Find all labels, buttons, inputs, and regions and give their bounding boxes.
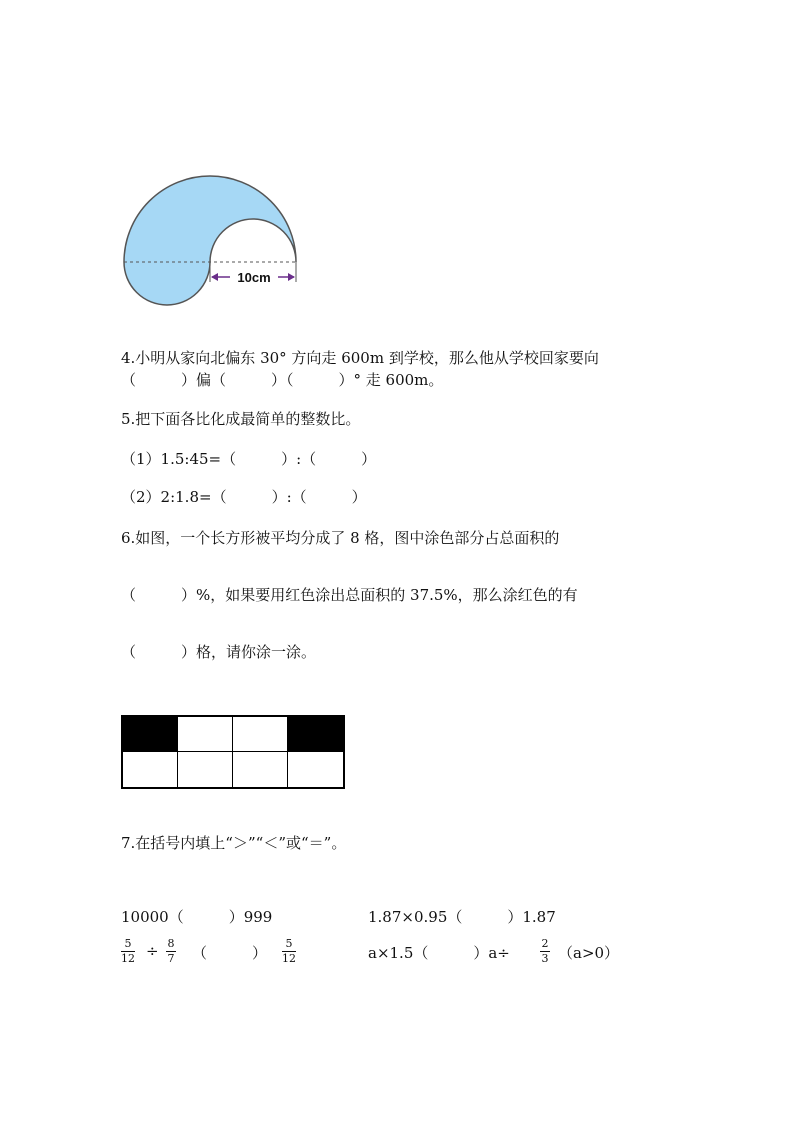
denominator: 3: [541, 952, 549, 965]
q7-row2-right-suffix: （a>0）: [558, 944, 620, 962]
q5-title: 5.把下面各比化成最简单的整数比。: [121, 410, 361, 428]
q7-row1-right: 1.87×0.95（ ）1.87: [368, 908, 556, 926]
q6-line2: （ ）%，如果要用红色涂出总面积的 37.5%，那么涂红色的有: [121, 586, 578, 604]
q7-row1-left: 10000（ ）999: [121, 908, 273, 926]
numerator: 2: [541, 937, 549, 950]
q7-title: 7.在括号内填上“＞”“＜”或“＝”。: [121, 834, 347, 852]
shaded-region: [124, 176, 296, 305]
division-sign: ÷: [146, 942, 159, 960]
denominator: 12: [282, 952, 296, 965]
q4-line2: （ ）偏（ ）（ ）° 走 600m。: [121, 371, 444, 389]
denominator: 7: [167, 952, 175, 965]
q5-item2: （2）2:1.8=（ ）:（ ）: [121, 488, 367, 506]
grid-cell[interactable]: [233, 752, 288, 787]
answer-blank: （ ）: [192, 944, 268, 962]
numerator: 5: [285, 937, 293, 950]
numerator: 8: [167, 937, 175, 950]
numerator: 5: [124, 937, 132, 950]
fraction-2-3: [540, 938, 550, 965]
q6-line3: （ ）格，请你涂一涂。: [121, 643, 317, 661]
dimension-label: 10cm: [237, 270, 271, 285]
grid-cell[interactable]: [123, 752, 178, 787]
rectangle-grid: [121, 715, 345, 789]
q7-row2-right-prefix: a×1.5（ ）a÷: [368, 944, 510, 962]
arrowhead-left-icon: [211, 273, 218, 281]
grid-cell[interactable]: [288, 752, 343, 787]
grid-cell-shaded[interactable]: [123, 717, 178, 752]
q4-line1: 4.小明从家向北偏东 30° 方向走 600m 到学校，那么他从学校回家要向: [121, 349, 599, 367]
q5-item1: （1）1.5:45=（ ）:（ ）: [121, 450, 377, 468]
grid-cell[interactable]: [178, 717, 233, 752]
q6-line1: 6.如图，一个长方形被平均分成了 8 格，图中涂色部分占总面积的: [121, 529, 560, 547]
semicircle-figure: [118, 170, 308, 310]
grid-cell[interactable]: [178, 752, 233, 787]
denominator: 12: [121, 952, 135, 965]
fraction-5-12: [121, 938, 135, 965]
grid-cell[interactable]: [233, 717, 288, 752]
fraction-5-12-b: [282, 938, 296, 965]
grid-cell-shaded[interactable]: [288, 717, 343, 752]
arrowhead-right-icon: [288, 273, 295, 281]
fraction-8-7: [166, 938, 176, 965]
